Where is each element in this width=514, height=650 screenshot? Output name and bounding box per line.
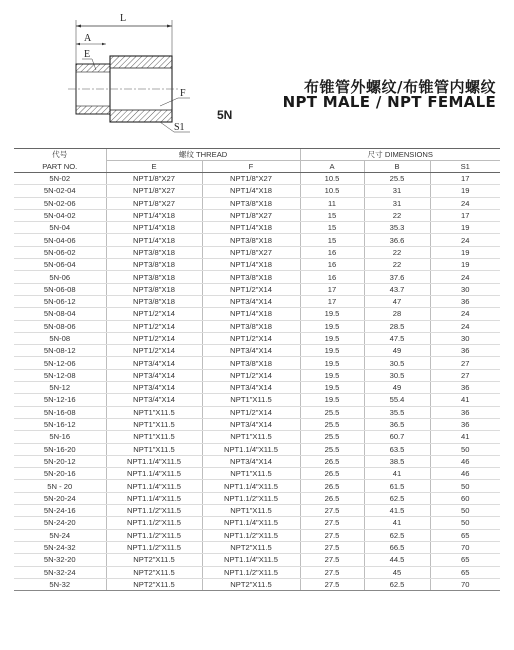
thread-f-cell: NPT3/8"X18	[202, 320, 300, 332]
table-row	[14, 173, 500, 185]
thread-e-cell: NPT3/4"X14	[106, 382, 202, 394]
dim-a-cell: 19.5	[300, 332, 364, 344]
dim-b-cell: 28.5	[364, 320, 430, 332]
dim-b-cell: 63.5	[364, 443, 430, 455]
thread-f-cell: NPT3/8"X18	[202, 271, 300, 283]
thread-f-cell: NPT1/8"X27	[202, 246, 300, 258]
part-no-cell: 5N-32	[14, 578, 106, 590]
dim-a-cell: 27.5	[300, 529, 364, 541]
dim-L-label: L	[120, 13, 127, 24]
dim-b-cell: 61.5	[364, 480, 430, 492]
dim-b-cell: 62.5	[364, 578, 430, 590]
thread-e-cell: NPT1.1/4"X11.5	[106, 480, 202, 492]
table-row	[14, 578, 500, 590]
table-row	[14, 197, 500, 209]
thread-e-cell: NPT1/2"X14	[106, 332, 202, 344]
thread-e-cell: NPT1.1/4"X11.5	[106, 492, 202, 504]
part-no-cell: 5N-08-06	[14, 320, 106, 332]
table-row	[14, 455, 500, 467]
part-no-cell: 5N-02-06	[14, 197, 106, 209]
thread-f-cell: NPT1.1/4"X11.5	[202, 443, 300, 455]
thread-f-cell: NPT1.1/4"X11.5	[202, 517, 300, 529]
dim-a-cell: 19.5	[300, 357, 364, 369]
thread-f-cell: NPT1"X11.5	[202, 468, 300, 480]
thread-e-cell: NPT2"X11.5	[106, 578, 202, 590]
thread-f-cell: NPT3/4"X14	[202, 345, 300, 357]
title-english: NPT MALE / NPT FEMALE	[282, 93, 496, 111]
dim-s1-cell: 30	[430, 283, 500, 295]
dim-s1-cell: 50	[430, 443, 500, 455]
dim-b-cell: 43.7	[364, 283, 430, 295]
thread-f-cell: NPT1.1/2"X11.5	[202, 566, 300, 578]
dim-s1-cell: 50	[430, 517, 500, 529]
thread-e-cell: NPT3/8"X18	[106, 295, 202, 307]
dim-b-cell: 28	[364, 308, 430, 320]
dim-a-cell: 26.5	[300, 455, 364, 467]
dim-b-cell: 36.6	[364, 234, 430, 246]
part-no-cell: 5N-24-16	[14, 505, 106, 517]
dim-s1-cell: 50	[430, 505, 500, 517]
fitting-drawing	[56, 6, 206, 140]
table-row	[14, 443, 500, 455]
thread-f-cell: NPT1"X11.5	[202, 394, 300, 406]
dim-a-cell: 25.5	[300, 443, 364, 455]
table-row	[14, 468, 500, 480]
dim-a-cell: 17	[300, 283, 364, 295]
table-row	[14, 492, 500, 504]
thread-f-cell: NPT1/2"X14	[202, 369, 300, 381]
part-no-cell: 5N-20-24	[14, 492, 106, 504]
thread-f-cell: NPT1/2"X14	[202, 406, 300, 418]
dim-a-cell: 25.5	[300, 418, 364, 430]
thread-f-cell: NPT3/4"X14	[202, 455, 300, 467]
dim-s1-cell: 41	[430, 431, 500, 443]
thread-f-cell: NPT1.1/4"X11.5	[202, 554, 300, 566]
part-no-cell: 5N-16-08	[14, 406, 106, 418]
table-row	[14, 185, 500, 197]
part-no-cell: 5N-04-02	[14, 209, 106, 221]
thread-e-cell: NPT1"X11.5	[106, 406, 202, 418]
table-row	[14, 505, 500, 517]
table-row	[14, 234, 500, 246]
dim-a-cell: 27.5	[300, 517, 364, 529]
part-no-cell: 5N-16-12	[14, 418, 106, 430]
thread-e-cell: NPT1.1/2"X11.5	[106, 505, 202, 517]
dim-b-cell: 37.6	[364, 271, 430, 283]
part-no-cell: 5N-12	[14, 382, 106, 394]
dim-s1-cell: 70	[430, 541, 500, 553]
thread-e-cell: NPT3/8"X18	[106, 259, 202, 271]
dim-s1-cell: 50	[430, 480, 500, 492]
dim-a-cell: 19.5	[300, 369, 364, 381]
dim-a-cell: 16	[300, 271, 364, 283]
fitting-cross-section-svg	[56, 6, 206, 140]
dim-s1-cell: 30	[430, 332, 500, 344]
thread-e-cell: NPT2"X11.5	[106, 566, 202, 578]
thread-e-cell: NPT1.1/4"X11.5	[106, 468, 202, 480]
thread-f-cell: NPT3/4"X14	[202, 418, 300, 430]
header-row-1	[14, 149, 500, 161]
part-no-cell: 5N-04	[14, 222, 106, 234]
dim-a-cell: 26.5	[300, 480, 364, 492]
thread-e-cell: NPT1"X11.5	[106, 418, 202, 430]
dim-a-cell: 16	[300, 246, 364, 258]
header-f: F	[202, 161, 300, 173]
header-s1: S1	[430, 161, 500, 173]
dim-a-cell: 25.5	[300, 431, 364, 443]
thread-f-cell: NPT1/8"X27	[202, 173, 300, 185]
dim-a-cell: 25.5	[300, 406, 364, 418]
thread-f-cell: NPT1/2"X14	[202, 283, 300, 295]
header-dimensions: 尺寸 DIMENSIONS	[300, 149, 500, 161]
series-code: 5N	[217, 108, 233, 122]
header-part-no-cn: 代号	[14, 149, 106, 161]
table-row	[14, 308, 500, 320]
thread-e-cell: NPT3/4"X14	[106, 369, 202, 381]
thread-e-cell: NPT1/4"X18	[106, 222, 202, 234]
dim-a-cell: 26.5	[300, 492, 364, 504]
dim-a-cell: 27.5	[300, 566, 364, 578]
part-no-cell: 5N-06-02	[14, 246, 106, 258]
dim-b-cell: 30.5	[364, 369, 430, 381]
dim-b-cell: 45	[364, 566, 430, 578]
table-row	[14, 394, 500, 406]
dim-s1-cell: 17	[430, 209, 500, 221]
dim-b-cell: 66.5	[364, 541, 430, 553]
dim-b-cell: 62.5	[364, 492, 430, 504]
dim-s1-cell: 36	[430, 345, 500, 357]
dim-a-cell: 15	[300, 209, 364, 221]
header-row-2	[14, 161, 500, 173]
part-no-cell: 5N-06-12	[14, 295, 106, 307]
thread-e-cell: NPT3/4"X14	[106, 357, 202, 369]
title-chinese: 布锥管外螺纹/布锥管内螺纹	[304, 78, 496, 96]
part-no-cell: 5N-16-20	[14, 443, 106, 455]
dim-a-cell: 15	[300, 234, 364, 246]
part-no-cell: 5N-12-08	[14, 369, 106, 381]
dim-b-cell: 49	[364, 345, 430, 357]
part-no-cell: 5N-12-16	[14, 394, 106, 406]
table-row	[14, 259, 500, 271]
dim-a-cell: 19.5	[300, 382, 364, 394]
table-row	[14, 529, 500, 541]
thread-f-cell: NPT3/4"X14	[202, 295, 300, 307]
dim-b-cell: 22	[364, 209, 430, 221]
dim-b-cell: 22	[364, 259, 430, 271]
thread-f-cell: NPT2"X11.5	[202, 541, 300, 553]
part-no-cell: 5N-12-06	[14, 357, 106, 369]
table-row	[14, 406, 500, 418]
dim-a-cell: 19.5	[300, 345, 364, 357]
dim-b-cell: 31	[364, 185, 430, 197]
part-no-cell: 5N - 20	[14, 480, 106, 492]
table-row	[14, 517, 500, 529]
dim-b-cell: 62.5	[364, 529, 430, 541]
dim-a-cell: 11	[300, 197, 364, 209]
thread-e-cell: NPT1.1/2"X11.5	[106, 517, 202, 529]
dim-a-cell: 27.5	[300, 505, 364, 517]
header-part-no-en: PART NO.	[14, 161, 106, 173]
part-no-cell: 5N-08	[14, 332, 106, 344]
thread-f-cell: NPT3/8"X18	[202, 234, 300, 246]
table-row	[14, 209, 500, 221]
header-thread: 螺纹 THREAD	[106, 149, 300, 161]
thread-e-cell: NPT1/8"X27	[106, 173, 202, 185]
dim-S1-label: S1	[174, 122, 185, 133]
thread-f-cell: NPT1/4"X18	[202, 185, 300, 197]
header-b: B	[364, 161, 430, 173]
part-no-cell: 5N-04-06	[14, 234, 106, 246]
thread-f-cell: NPT3/8"X18	[202, 357, 300, 369]
dim-s1-cell: 60	[430, 492, 500, 504]
part-no-cell: 5N-24	[14, 529, 106, 541]
spec-table	[14, 148, 500, 591]
header-e: E	[106, 161, 202, 173]
part-no-cell: 5N-32-24	[14, 566, 106, 578]
dim-s1-cell: 36	[430, 295, 500, 307]
dim-a-cell: 27.5	[300, 541, 364, 553]
thread-e-cell: NPT1.1/2"X11.5	[106, 529, 202, 541]
dim-s1-cell: 24	[430, 197, 500, 209]
dim-s1-cell: 70	[430, 578, 500, 590]
dim-s1-cell: 24	[430, 308, 500, 320]
dim-s1-cell: 36	[430, 418, 500, 430]
part-no-cell: 5N-02-04	[14, 185, 106, 197]
spec-table-body	[14, 173, 500, 591]
table-row	[14, 345, 500, 357]
dim-s1-cell: 65	[430, 529, 500, 541]
table-row	[14, 541, 500, 553]
dim-s1-cell: 65	[430, 566, 500, 578]
dim-b-cell: 36.5	[364, 418, 430, 430]
dim-b-cell: 25.5	[364, 173, 430, 185]
dim-b-cell: 38.5	[364, 455, 430, 467]
dim-b-cell: 47	[364, 295, 430, 307]
dim-b-cell: 55.4	[364, 394, 430, 406]
table-row	[14, 382, 500, 394]
dim-b-cell: 31	[364, 197, 430, 209]
thread-e-cell: NPT3/8"X18	[106, 271, 202, 283]
dim-s1-cell: 46	[430, 468, 500, 480]
thread-f-cell: NPT1/4"X18	[202, 308, 300, 320]
dim-E-label: E	[84, 49, 91, 60]
table-row	[14, 369, 500, 381]
dim-a-cell: 16	[300, 259, 364, 271]
thread-f-cell: NPT1"X11.5	[202, 431, 300, 443]
part-no-cell: 5N-24-20	[14, 517, 106, 529]
table-row	[14, 295, 500, 307]
dim-s1-cell: 46	[430, 455, 500, 467]
dim-s1-cell: 19	[430, 259, 500, 271]
dim-F-label: F	[180, 88, 186, 99]
dim-s1-cell: 27	[430, 357, 500, 369]
thread-f-cell: NPT3/4"X14	[202, 382, 300, 394]
dim-a-cell: 17	[300, 295, 364, 307]
dim-a-cell: 26.5	[300, 468, 364, 480]
thread-e-cell: NPT1"X11.5	[106, 443, 202, 455]
thread-f-cell: NPT1/8"X27	[202, 209, 300, 221]
thread-e-cell: NPT3/8"X18	[106, 246, 202, 258]
table-row	[14, 222, 500, 234]
dim-b-cell: 49	[364, 382, 430, 394]
table-row	[14, 566, 500, 578]
thread-e-cell: NPT3/4"X14	[106, 394, 202, 406]
dim-a-cell: 19.5	[300, 320, 364, 332]
dim-b-cell: 35.5	[364, 406, 430, 418]
thread-e-cell: NPT1/2"X14	[106, 308, 202, 320]
table-row	[14, 246, 500, 258]
part-no-cell: 5N-06	[14, 271, 106, 283]
thread-e-cell: NPT1/4"X18	[106, 209, 202, 221]
table-row	[14, 554, 500, 566]
dim-a-cell: 27.5	[300, 578, 364, 590]
dim-b-cell: 41.5	[364, 505, 430, 517]
dim-s1-cell: 19	[430, 246, 500, 258]
thread-e-cell: NPT1/2"X14	[106, 345, 202, 357]
dim-s1-cell: 65	[430, 554, 500, 566]
dim-b-cell: 30.5	[364, 357, 430, 369]
thread-e-cell: NPT1.1/4"X11.5	[106, 455, 202, 467]
part-no-cell: 5N-32-20	[14, 554, 106, 566]
dim-s1-cell: 24	[430, 320, 500, 332]
dim-a-cell: 10.5	[300, 173, 364, 185]
thread-e-cell: NPT1"X11.5	[106, 431, 202, 443]
table-row	[14, 320, 500, 332]
table-row	[14, 431, 500, 443]
dim-a-cell: 10.5	[300, 185, 364, 197]
part-no-cell: 5N-02	[14, 173, 106, 185]
thread-e-cell: NPT1/8"X27	[106, 185, 202, 197]
part-no-cell: 5N-20-16	[14, 468, 106, 480]
part-no-cell: 5N-08-12	[14, 345, 106, 357]
part-no-cell: 5N-08-04	[14, 308, 106, 320]
dim-s1-cell: 19	[430, 185, 500, 197]
part-no-cell: 5N-20-12	[14, 455, 106, 467]
part-no-cell: 5N-16	[14, 431, 106, 443]
thread-e-cell: NPT1.1/2"X11.5	[106, 541, 202, 553]
thread-e-cell: NPT1/4"X18	[106, 234, 202, 246]
table-row	[14, 283, 500, 295]
table-row	[14, 271, 500, 283]
table-row	[14, 357, 500, 369]
dim-b-cell: 41	[364, 517, 430, 529]
dim-a-cell: 27.5	[300, 554, 364, 566]
dim-s1-cell: 41	[430, 394, 500, 406]
thread-f-cell: NPT1/4"X18	[202, 222, 300, 234]
dim-b-cell: 41	[364, 468, 430, 480]
dim-a-cell: 15	[300, 222, 364, 234]
thread-f-cell: NPT1.1/2"X11.5	[202, 492, 300, 504]
part-no-cell: 5N-24-32	[14, 541, 106, 553]
dim-a-cell: 19.5	[300, 308, 364, 320]
table-row	[14, 418, 500, 430]
dim-b-cell: 47.5	[364, 332, 430, 344]
thread-e-cell: NPT3/8"X18	[106, 283, 202, 295]
thread-e-cell: NPT1/2"X14	[106, 320, 202, 332]
dim-s1-cell: 36	[430, 406, 500, 418]
dim-s1-cell: 19	[430, 222, 500, 234]
dim-b-cell: 35.3	[364, 222, 430, 234]
part-no-cell: 5N-06-04	[14, 259, 106, 271]
dim-b-cell: 22	[364, 246, 430, 258]
dim-b-cell: 60.7	[364, 431, 430, 443]
thread-f-cell: NPT1.1/2"X11.5	[202, 529, 300, 541]
dim-s1-cell: 36	[430, 382, 500, 394]
thread-e-cell: NPT1/8"X27	[106, 197, 202, 209]
dim-b-cell: 44.5	[364, 554, 430, 566]
header-a: A	[300, 161, 364, 173]
dim-s1-cell: 17	[430, 173, 500, 185]
dim-s1-cell: 24	[430, 271, 500, 283]
thread-f-cell: NPT1/2"X14	[202, 332, 300, 344]
table-row	[14, 480, 500, 492]
table-row	[14, 332, 500, 344]
thread-f-cell: NPT1/4"X18	[202, 259, 300, 271]
dim-a-cell: 19.5	[300, 394, 364, 406]
thread-f-cell: NPT2"X11.5	[202, 578, 300, 590]
thread-f-cell: NPT1"X11.5	[202, 505, 300, 517]
dim-s1-cell: 24	[430, 234, 500, 246]
dim-s1-cell: 27	[430, 369, 500, 381]
thread-e-cell: NPT2"X11.5	[106, 554, 202, 566]
thread-f-cell: NPT3/8"X18	[202, 197, 300, 209]
thread-f-cell: NPT1.1/4"X11.5	[202, 480, 300, 492]
dim-A-label: A	[84, 33, 92, 44]
part-no-cell: 5N-06-08	[14, 283, 106, 295]
